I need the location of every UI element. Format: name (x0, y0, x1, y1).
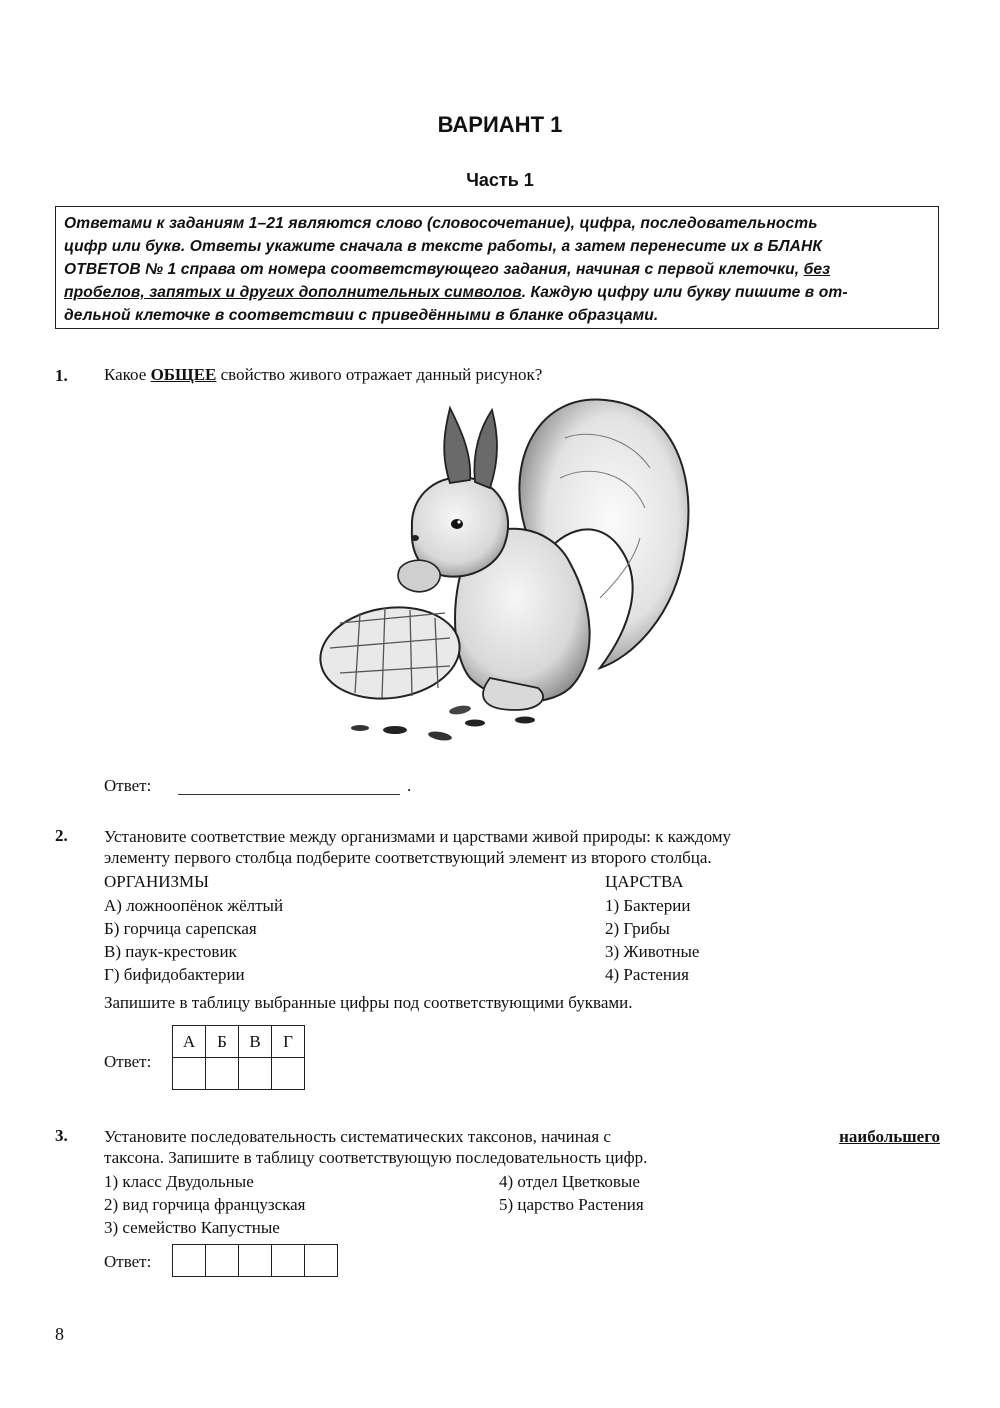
instructions-line: Ответами к заданиям 1–21 являются слово (словосочетание), цифра, последовательность (64, 215, 818, 232)
instructions-box (55, 206, 939, 329)
answer-input-cell[interactable] (272, 1245, 305, 1277)
table-instruction: Запишите в таблицу выбранные цифры под соответствующими буквами. (104, 993, 633, 1012)
instructions-line: ОТВЕТОВ № 1 справа от номера соответствующего задания, начиная с первой клеточки, без (64, 261, 831, 278)
list-item: 2) вид горчица французская (104, 1195, 306, 1214)
list-item: 4) отдел Цветковые (499, 1172, 640, 1191)
page-number: 8 (55, 1324, 64, 1344)
answer-line[interactable] (178, 793, 400, 795)
answer-label: Ответ: (104, 776, 152, 795)
list-item: 2) Грибы (605, 919, 670, 938)
answer-dot: . (407, 776, 412, 795)
question-number: 3. (55, 1126, 68, 1145)
answer-input-cell[interactable] (272, 1058, 305, 1090)
answer-table (172, 1025, 305, 1090)
list-item: А) ложноопёнок жёлтый (104, 896, 284, 915)
list-item: 4) Растения (605, 965, 689, 984)
answer-input-cell[interactable] (305, 1245, 338, 1277)
instructions-line: цифр или букв. Ответы укажите сначала в тексте работы, а затем перенесите их в БЛАНК (64, 238, 823, 255)
list-item: Г) бифидобактерии (104, 965, 245, 984)
list-item: 3) Животные (605, 942, 700, 961)
list-item: 1) Бактерии (605, 896, 691, 915)
list-item: Б) горчица сарепская (104, 919, 257, 938)
answer-input-cell[interactable] (173, 1245, 206, 1277)
list-item: 3) семейство Капустные (104, 1218, 280, 1237)
column-header-organisms: ОРГАНИЗМЫ (104, 872, 209, 891)
emphasis-text: наибольшего (839, 1127, 940, 1146)
question-text: элементу первого столбца подберите соответствующий элемент из второго столбца. (104, 848, 712, 867)
instructions-line: дельной клеточке в соответствии с приведёнными в бланке образцами. (64, 307, 659, 324)
question-text: Установите последовательность систематических таксонов, начиная с наибольшего (104, 1127, 940, 1146)
list-item: В) паук-крестовик (104, 942, 237, 961)
answer-input-cell[interactable] (206, 1058, 239, 1090)
part-title: Часть 1 (466, 170, 534, 190)
answer-input-cell[interactable] (173, 1058, 206, 1090)
question-text: таксона. Запишите в таблицу соответствующую последовательность цифр. (104, 1148, 648, 1167)
answer-letter-cell: А (173, 1026, 206, 1058)
answer-table (172, 1244, 338, 1277)
emphasis-text: ОБЩЕЕ (150, 365, 217, 384)
answer-letter-cell: Г (272, 1026, 305, 1058)
list-item: 1) класс Двудольные (104, 1172, 254, 1191)
instructions-underlined: пробелов, запятых и других дополнительных символов (64, 284, 522, 301)
list-item: 5) царство Растения (499, 1195, 644, 1214)
question-number: 2. (55, 826, 68, 845)
variant-title: ВАРИАНТ 1 (437, 112, 563, 137)
squirrel-with-pine-cone-icon (300, 398, 720, 748)
answer-letter-cell: Б (206, 1026, 239, 1058)
answer-input-cell[interactable] (239, 1245, 272, 1277)
question-text: Какое ОБЩЕЕ свойство живого отражает данный рисунок? (104, 365, 543, 384)
instructions-underlined: без (803, 261, 831, 278)
answer-label: Ответ: (104, 1052, 152, 1071)
question-number: 1. (55, 366, 68, 385)
column-header-kingdoms: ЦАРСТВА (605, 872, 684, 891)
answer-letter-cell: В (239, 1026, 272, 1058)
answer-input-cell[interactable] (206, 1245, 239, 1277)
question-text: Установите соответствие между организмами и царствами живой природы: к каждому (104, 827, 732, 846)
answer-label: Ответ: (104, 1252, 152, 1271)
answer-input-cell[interactable] (239, 1058, 272, 1090)
instructions-line: пробелов, запятых и других дополнительных символов. Каждую цифру или букву пишите в от- (64, 284, 848, 301)
